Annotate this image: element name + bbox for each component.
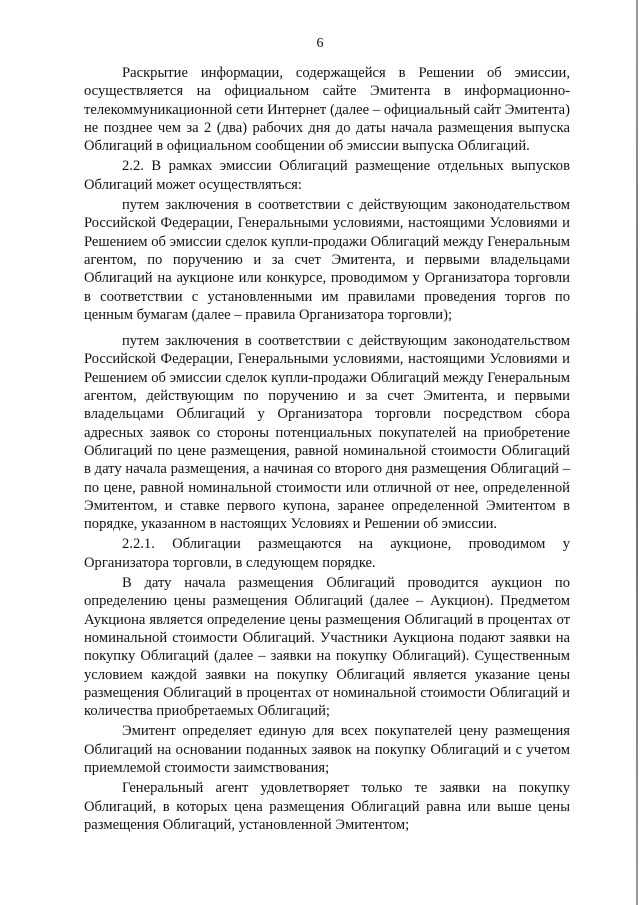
paragraph-auction-description: В дату начала размещения Облигаций проводится аукцион по определению цены размещения Облигаций (далее – Аукцион). Предметом Аукциона является определение цены размещения Облигаций в процентах от номинальной стоимости Облигаций. Участники Аукциона подают заявки на покупку Облигаций (далее – заявки на покупку Облигаций). Существенным условием каждой заявки на покупку Облигаций является указание цены размещения Облигаций в процентах от номинальной стоимости Облигаций и количества приобретаемых Облигаций; [84, 575, 570, 720]
document-body [84, 64, 570, 834]
paragraph-section-2-2: 2.2. В рамках эмиссии Облигаций размещение отдельных выпусков Облигаций может осуществляться: [84, 158, 570, 193]
paragraph-section-2-2-1: 2.2.1. Облигации размещаются на аукционе, проводимом у Организатора торговли, в следующем порядке. [84, 536, 570, 571]
page-number: 6 [316, 36, 324, 51]
paragraph-agent-satisfies: Генеральный агент удовлетворяет только те заявки на покупку Облигаций, в которых цена размещения Облигаций равна или выше цены размещения Облигаций, установленной Эмитентом; [84, 780, 570, 833]
paragraph-issuer-price: Эмитент определяет единую для всех покупателей цену размещения Облигаций на основании поданных заявок на покупку Облигаций и с учетом приемлемой стоимости заимствования; [84, 723, 570, 776]
paragraph-disclosure: Раскрытие информации, содержащейся в Решении об эмиссии, осуществляется на официальном сайте Эмитента в информационно-телекоммуникационной сети Интернет (далее – официальный сайт Эмитента) не позднее чем за 2 (два) рабочих дня до даты начала размещения выпуска Облигаций в официальном сообщении об эмиссии выпуска Облигаций. [84, 65, 570, 155]
paragraph-auction-method: путем заключения в соответствии с действующим законодательством Российской Федерации, Генеральными условиями, настоящими Условиями и Решением об эмиссии сделок купли-продажи Облигаций между Генеральным агентом, по поручению и за счет Эмитента, и первыми владельцами Облигаций на аукционе или конкурсе, проводимом у Организатора торговли в соответствии с установленными им правилами проведения торгов по ценным бумагам (далее – правила Организатора торговли); [84, 197, 570, 323]
paragraph-bookbuilding-method: путем заключения в соответствии с действующим законодательством Российской Федерации, Генеральными условиями, настоящими Условиями и Решением об эмиссии сделок купли-продажи Облигаций между Генеральным агентом, действующим по поручению и за счет Эмитента, и первыми владельцами Облигаций у Организатора торговли посредством сбора адресных заявок со стороны потенциальных покупателей на приобретение Облигаций по цене размещения, равной номинальной стоимости Облигаций в дату начала размещения, а начиная со второго дня размещения Облигаций – по цене, равной номинальной стоимости или отличной от нее, определенной Эмитентом, и ставке первого купона, заранее определенной Эмитентом в порядке, указанном в настоящих Условиях и Решении об эмиссии. [84, 333, 570, 533]
page-edge-shadow [636, 0, 638, 905]
